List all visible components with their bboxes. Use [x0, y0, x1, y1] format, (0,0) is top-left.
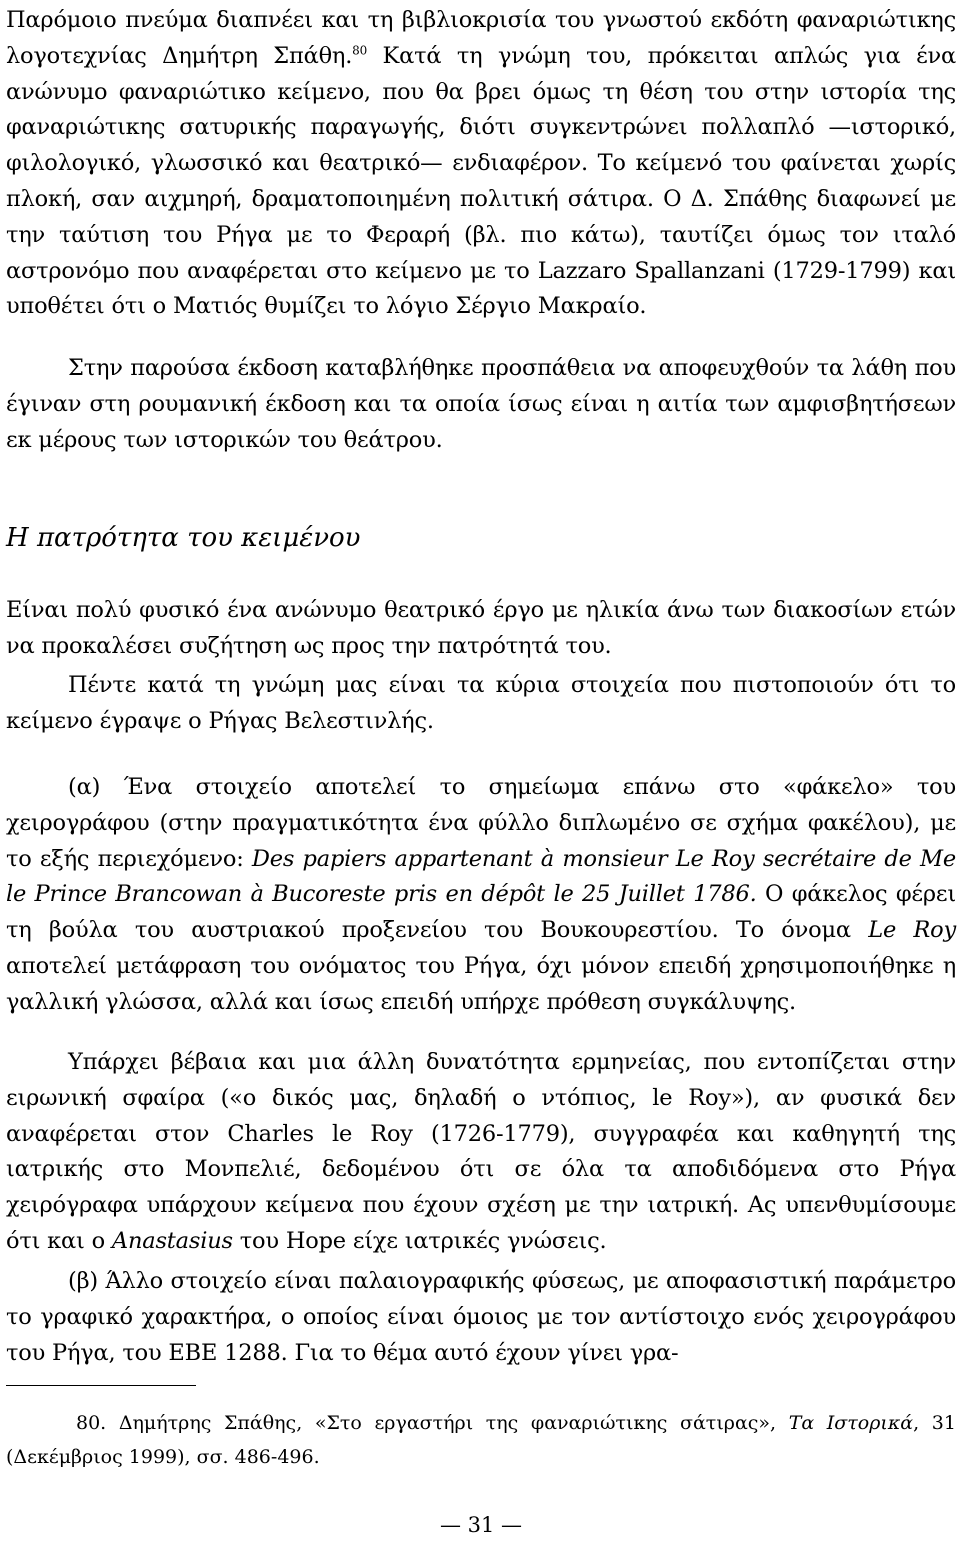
paragraph-1-text-b: Κατά τη γνώμη του, πρόκειται απλώς για ένα ανώνυμο φαναριώτικο κείμενο, που θα βρει όμως τη θέση του στην ιστορία της φαναριώτικης σατυρικής παραγωγής, διότι συγκεντρώνει πολλαπλό —ιστορικό, φιλολογικό, γλωσσικό και θεατρικό— ενδιαφέρον. Το κείμενό του φαίνεται χωρίς πλοκή, σαν αιχμηρή, δραματοποιημένη πολιτική σάτιρα. Ο Δ. Σπάθης διαφωνεί με την ταύτιση του Ρήγα με το Φεραρή (βλ. πιο κάτω), ταυτίζει όμως τον ιταλό αστρονόμο που αναφέρεται στο κείμενο με το Lazzaro Spallanzani (1729-1799) και υποθέτει ότι ο Ματιός θυμίζει το λόγιο Σέργιο Μακραίο. — [6, 42, 956, 320]
paragraph-5-text-a: (α) Ένα στοιχείο αποτελεί το σημείωμα επάνω στο «φάκελο» του χειρογράφου (στην πραγματικότητα ένα φύλλο διπλωμένο σε σχήμα φακέλου), με το εξής περιεχόμενο: — [6, 774, 956, 872]
footnote-text-b: , 31 (Δεκέμβριος 1999), σσ. 486-496. — [6, 1412, 956, 1468]
paragraph-5-name-italic: Le Roy — [868, 917, 956, 944]
footnote-text-a: 80. Δημήτρης Σπάθης, «Στο εργαστήρι της φαναριώτικης σάτιρας», — [76, 1412, 789, 1434]
paragraph-1 — [6, 3, 956, 325]
footnote-journal-italic: Τα Ιστορικά — [788, 1412, 914, 1434]
footnote-divider — [6, 1385, 196, 1386]
paragraph-2: Στην παρούσα έκδοση καταβλήθηκε προσπάθεια να αποφευχθούν τα λάθη που έγιναν στη ρουμανική έκδοση και τα οποία ίσως είναι η αιτία των αμφισβητήσεων εκ μέρους των ιστορικών του θεάτρου. — [6, 355, 956, 453]
paragraph-6-text-a: Υπάρχει βέβαια και μια άλλη δυνατότητα ερμηνείας, που εντοπίζεται στην ειρωνική σφαίρα («ο δικός μας, δηλαδή ο ντόπιος, le Roy»), αν φυσικά δεν αναφέρεται στον Charles le Roy (1726-1779), συγγραφέα και καθηγητή της ιατρικής στο Μονπελιέ, δεδομένου ότι σε όλα τα αποδιδόμενα στο Ρήγα χειρόγραφα υπάρχουν κείμενα που έχουν σχέση με την ιατρική. Ας υπενθυμίσουμε ότι και ο — [6, 1049, 956, 1254]
section-heading: Η πατρότητα του κειμένου — [6, 523, 361, 553]
paragraph-6 — [6, 1045, 956, 1260]
document-page — [6, 0, 956, 1546]
footnote-reference-80[interactable]: 80 — [352, 43, 368, 58]
paragraph-7: (β) Άλλο στοιχείο είναι παλαιογραφικής φύσεως, με αποφασιστική παράμετρο το γραφικό χαρακτήρα, ο οποίος είναι όμοιος με τον αντίστοιχο ενός χειρογράφου του Ρήγα, του ΕΒΕ 1288. Για το θέμα αυτό έχουν γίνει γρα- — [6, 1268, 956, 1366]
paragraph-5 — [6, 770, 956, 1021]
paragraph-4: Πέντε κατά τη γνώμη μας είναι τα κύρια στοιχεία που πιστοποιούν ότι το κείμενο έγραψε ο Ρήγας Βελεστινλής. — [6, 672, 956, 734]
paragraph-6-text-b: του Hope είχε ιατρικές γνώσεις. — [232, 1227, 607, 1254]
footnote-80 — [6, 1406, 956, 1474]
paragraph-6-title-italic: Anastasius — [111, 1227, 233, 1254]
paragraph-5-quote-italic: Des papiers appartenant à monsieur Le Roy secrétaire de Me le Prince Brancowan à Bucoreste pris en dépôt le 25 Juillet 1786. — [6, 845, 956, 908]
paragraph-5-text-c: αποτελεί μετάφραση του ονόματος του Ρήγα, όχι μόνον επειδή χρησιμοποιήθηκε η γαλλική γλώσσα, αλλά και ίσως επειδή υπήρχε πρόθεση συγκάλυψης. — [6, 952, 956, 1015]
page-number: — 31 — — [439, 1513, 523, 1537]
paragraph-1-text-a: Παρόμοιο πνεύμα διαπνέει και τη βιβλιοκρισία του γνωστού εκδότη φαναριώτικης λογοτεχνίας Δημήτρη Σπάθη. — [6, 7, 956, 69]
paragraph-5-text-b: Ο φάκελος φέρει τη βούλα του αυστριακού προξενείου του Βουκουρεστίου. Το όνομα — [6, 881, 956, 944]
paragraph-3: Είναι πολύ φυσικό ένα ανώνυμο θεατρικό έργο με ηλικία άνω των διακοσίων ετών να προκαλέσει συζήτηση ως προς την πατρότητά του. — [6, 597, 956, 659]
